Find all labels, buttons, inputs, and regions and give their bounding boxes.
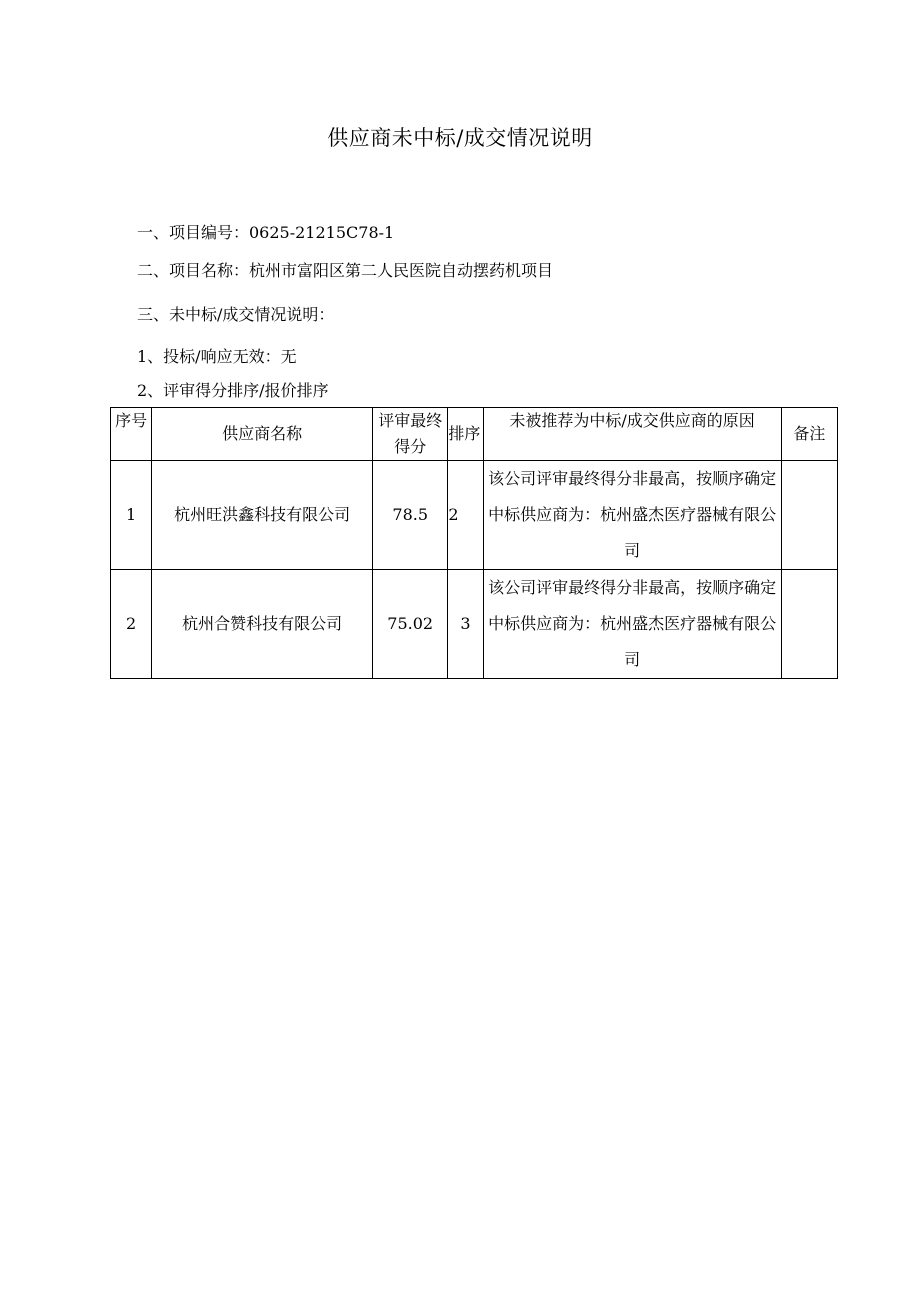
row-score: 78.5 xyxy=(373,461,448,570)
header-score: 评审最终得分 xyxy=(373,408,448,461)
row-seq: 1 xyxy=(111,461,152,570)
row-supplier: 杭州合赞科技有限公司 xyxy=(152,570,373,679)
header-note: 备注 xyxy=(781,408,837,461)
header-seq: 序号 xyxy=(111,408,152,461)
document-title: 供应商未中标/成交情况说明 xyxy=(327,126,593,150)
table-row xyxy=(111,461,838,570)
row-supplier: 杭州旺洪鑫科技有限公司 xyxy=(152,461,373,570)
ranking-table xyxy=(110,407,838,679)
row-note xyxy=(781,461,837,570)
project-number-line: 一、项目编号：0625-21215C78-1 xyxy=(137,223,395,242)
row-score: 75.02 xyxy=(373,570,448,679)
ranking-heading: 2、评审得分排序/报价排序 xyxy=(137,381,329,400)
table-row xyxy=(111,570,838,679)
project-name-line: 二、项目名称：杭州市富阳区第二人民医院自动摆药机项目 xyxy=(137,261,554,280)
header-rank: 排序 xyxy=(448,408,483,461)
header-reason: 未被推荐为中标/成交供应商的原因 xyxy=(483,408,781,461)
row-rank: 3 xyxy=(448,570,483,679)
row-seq: 2 xyxy=(111,570,152,679)
row-rank: 2 xyxy=(448,461,483,570)
row-reason: 该公司评审最终得分非最高，按顺序确定中标供应商为：杭州盛杰医疗器械有限公司 xyxy=(483,461,781,570)
header-supplier: 供应商名称 xyxy=(152,408,373,461)
row-note xyxy=(781,570,837,679)
invalid-bids-line: 1、投标/响应无效：无 xyxy=(137,347,297,366)
explanation-heading: 三、未中标/成交情况说明： xyxy=(137,305,335,324)
table-header-row xyxy=(111,408,838,461)
row-reason: 该公司评审最终得分非最高，按顺序确定中标供应商为：杭州盛杰医疗器械有限公司 xyxy=(483,570,781,679)
